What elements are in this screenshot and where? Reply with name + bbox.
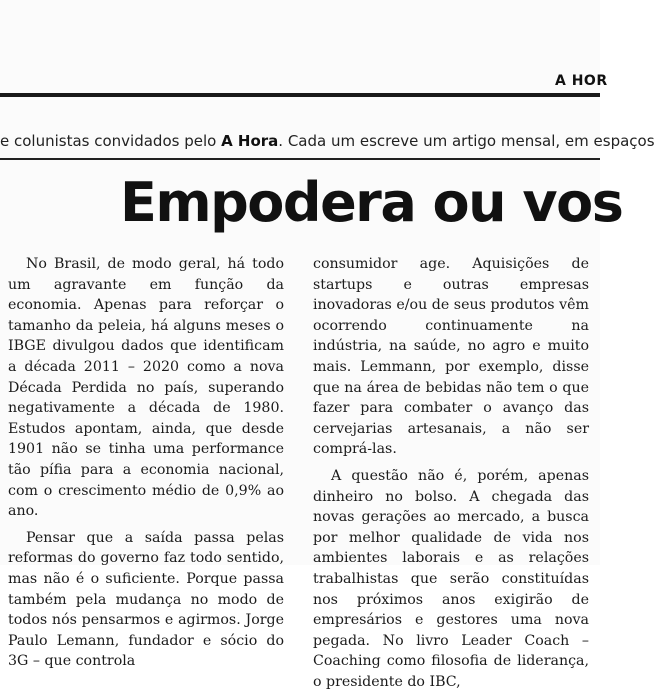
intro-divider	[0, 158, 600, 160]
columnist-intro-line	[0, 132, 655, 154]
paragraph: Pensar que a saída passa pelas reformas do governo faz todo sentido, mas não é o suficiente. Porque passa também pela mudança no modo de todos nós pensarmos e agirmos. Jorge Paulo Lemann, fundador e sócio do 3G – que controla	[8, 529, 284, 670]
article-column-left	[8, 254, 284, 672]
article-column-right	[313, 254, 589, 692]
paragraph-continued: consumidor age. Aquisições de startups e outras empresas inovadoras e/ou de seus produtos vêm ocorrendo continuamente na indústria, na saúde, no agro e muito mais. Lemmann, por exemplo, disse que na área de bebidas não tem o que fazer para combater o avanço das cervejarias artesanais, a não ser comprá-las.	[313, 256, 589, 458]
paragraph: No Brasil, de modo geral, há todo um agravante em função da economia. Apenas para reforçar o tamanho da peleia, há alguns meses o IBGE divulgou dados que identificam a década 2011 – 2020 como a nova Década Perdida no país, superando negativamente a década de 1980. Estudos apontam, ainda, que desde 1901 não se tinha uma performance tão pífia para a economia nacional, com o crescimento médio de 0,9% ao ano.	[8, 256, 284, 520]
top-divider	[0, 93, 600, 97]
article-headline: Empodera ou vos	[120, 171, 623, 234]
masthead: A HOR	[555, 73, 608, 89]
intro-text-prefix: e colunistas convidados pelo	[0, 132, 222, 150]
paragraph: A questão não é, porém, apenas dinheiro no bolso. A chegada das novas gerações ao mercado, a busca por melhor qualidade de vida nos ambientes laborais e as relações trabalhistas que serão constituídas nos próximos anos exigirão de empresários e gestores uma nova pegada. No livro Leader Coach – Coaching como filosofia de liderança, o presidente do IBC,	[313, 467, 589, 690]
intro-brand-name: A Hora	[221, 132, 279, 150]
intro-text-suffix: . Cada um escreve um artigo mensal, em espaços	[278, 132, 655, 150]
